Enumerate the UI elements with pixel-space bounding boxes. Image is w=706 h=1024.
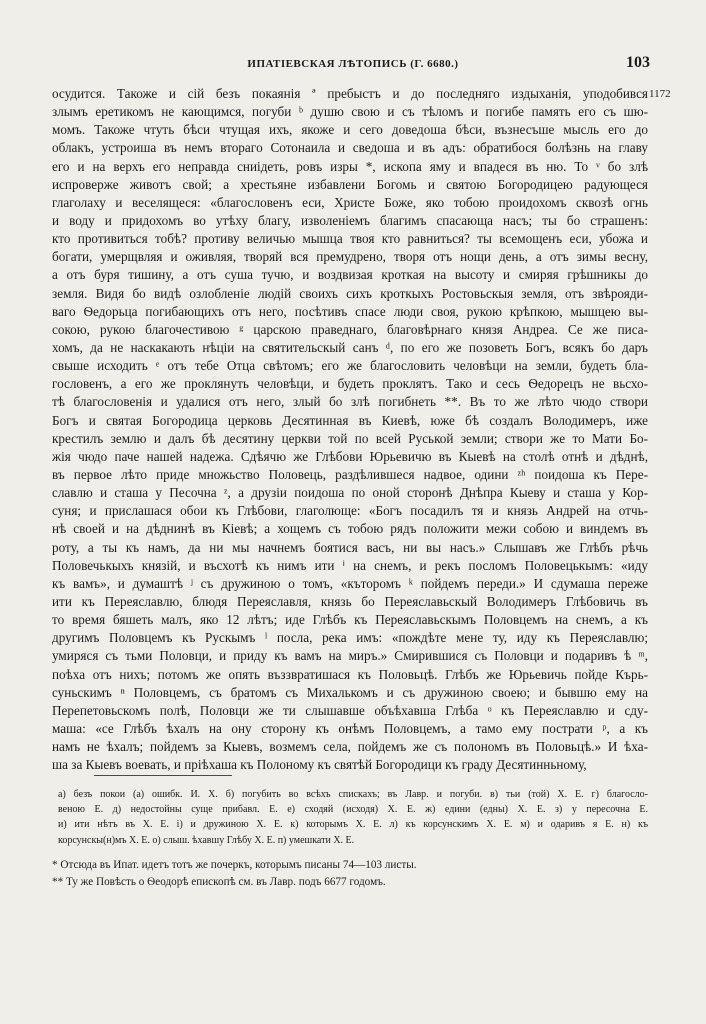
running-header [0, 54, 706, 78]
text-line: крестилъ землю и далъ бѣ десятину церкви той по всей Руськой земли; створи же то Мати Бо- [52, 430, 648, 446]
text-line: его и на верхъ его неправда сниідеть, ровъ изры *, ископа яму и впадеся въ ню. То ᵛ бо злѣ [52, 158, 648, 174]
text-line: Перепетовьскомъ полѣ, Половци же ти слышавше объѣхавша Глѣба ᵒ къ Переяславлю и сду- [52, 702, 648, 718]
text-line: земля. Видя бо видѣ озлобленіе людій своихъ сихъ кроткыхъ Ростовьскыя земля, отъ звѣрояди- [52, 285, 648, 301]
variant-line: корсунскы(н)мъ Х. Е. о) слыш. ѣхавшу Глѣбу Х. Е. п) умешкати Х. Е. [58, 834, 355, 846]
text-line: сокою, рукою благочестивою ᵍ царскою праведнаго, благовѣрнаго князя Андреа. Се же писа- [52, 321, 648, 337]
text-line: роту, а ты къ намъ, да ни мы начнемъ боятися васъ, ни вы насъ.» Слышавъ же Глѣбъ рѣчь [52, 539, 648, 555]
text-line: и воду и придохомъ во утѣху благу, изволеніемъ благимъ спасающа насъ; ты бо страшенъ: [52, 212, 648, 228]
text-line: умиряся съ тьми Половци, и приду къ вамъ на миръ.» Смирившися съ Половци и подаривъ ѣ ᵐ, [52, 648, 648, 664]
text-line: кто противиться тобѣ? противу величью мышца твоя кто равниться? ты всемощенъ еси, убожа и [52, 231, 648, 247]
margin-year-note: 1172 [649, 88, 671, 100]
variant-line: веною Е. д) недостойны суще прибавл. Е. е) сходяй (исходя) Х. Е. ж) едини (едны) Х. Е. з) у пересочна Е. [58, 804, 648, 816]
text-line: къ вамъ», и думаштѣ ʲ съ дружиною о томъ, «къторомъ ᵏ пойдемъ переди.» И сдумаша переже [52, 575, 648, 591]
text-line: свыше исходить ᵉ отъ тебе Отца свѣтомъ; его же благословить человѣци на земли, будеть бла- [52, 358, 648, 374]
text-line: ити къ Переяславлю, блюдя Переяславля, князь бо Переяславьскый Володимеръ Глѣбовичь въ [52, 593, 648, 609]
text-line: момъ. Такоже чтуть бѣси чтущая ихъ, якоже и сего доведоша бѣси, възнесъше мысль его до [52, 122, 648, 138]
text-line: другимъ Половцемъ къ Рускымъ ˡ посла, река имъ: «пождѣте мене ту, иду къ Переяславлю; [52, 630, 648, 646]
text-line: богати, умерщвляя и оживляя, творяй вся премудрено, творя отъ нощи день, а отъ зимы весну, [52, 249, 648, 265]
text-line: испроверже животъ свой; а хрестьяне избавлени Богомь и святою Богородицею радующеся [52, 176, 648, 192]
variant-line: а) безъ покои (а) ошибк. И. Х. б) погубить во всѣхъ спискахъ; въ Лавр. и погуби. в) тьи (той) Х. Е. г) благосло- [58, 789, 648, 800]
main-text [52, 85, 648, 774]
text-line: облакъ, устроиша въ немъ вторагo Сотонаила и сведоша и въ адъ: обратибося болѣзнь на главу [52, 140, 648, 156]
text-line: а отъ буря тишину, а отъ суша тучю, и воздвизая кроткая на высоту и смиряя грѣшникы до [52, 267, 648, 283]
text-line: жія чюдо паче нашей надежа. Сдѣячю же Глѣбови Юрьевичю въ Кыевѣ на столѣ отнѣ и дѣднѣ, [52, 448, 648, 464]
text-line: суня; и прислашася обои къ Глѣбови, глаголюще: «Богъ посадилъ тя и князь Андрей на отчь- [52, 503, 648, 519]
text-line: Половечькыхъ князій, и въсхотѣ къ нимъ ити ⁱ на снемъ, и рекъ посломъ Половецькымъ: «иду [52, 557, 648, 573]
text-line: то время бяшеть малъ, яко 12 лѣтъ; иде Глѣбъ къ Переяславьскымъ Половцемъ на снемъ, а къ [52, 612, 648, 628]
text-line: славлю и сташа у Песочна ᶻ, а друзіи поидоша по оной сторонѣ Днѣпра Кыеву и сташа у Кор- [52, 485, 648, 501]
text-line: ша за Кыевъ воевать, и пріѣхаша къ Полоному къ святѣй Богородици къ граду Десятинньному, [52, 757, 587, 773]
footnote: ** Ту же Повѣсть о Ѳеодорѣ епископѣ см. въ Лавр. подъ 6677 годомъ. [52, 876, 386, 888]
text-line: злымъ еретикомъ не кающимся, погуби ᵇ душю свою и съ тѣломъ и погибе память его съ шю- [52, 104, 648, 120]
text-line: суньскимъ ⁿ Половцемъ, съ братомъ съ Михалькомъ и съ дружиною своею; и бывшю ему на [52, 684, 648, 700]
text-line: нѣ своей и на дѣднинѣ въ Кіевѣ; а хощемъ съ тобою рядъ положити межи собою и виндемъ въ [52, 521, 648, 537]
text-line: глаголаху и веселящеся: «благословенъ еси, Христе Боже, яко тобою проидохомъ сквозѣ огнь [52, 194, 648, 210]
footnote-divider [94, 775, 232, 776]
text-line: хомъ, да не наскакають нѣціи на святительскый санъ ᵈ, по его же позоветь Богъ, всякъ бо даръ [52, 339, 648, 355]
footnote: * Отсюда въ Ипат. идетъ тотъ же почеркъ, которымъ писаны 74—103 листы. [52, 859, 417, 871]
text-line: намъ не ѣхалъ; пойдемъ за Кыевъ, возмемъ села, пойдемъ же съ полономъ въ Половьцѣ.» И ѣха- [52, 739, 648, 755]
text-line: маша: «се Глѣбъ ѣхалъ на ону сторону къ онѣмъ Половцемъ, а тамо ему пострати ᵖ, а къ [52, 720, 648, 736]
text-line: Богъ и святая Богородица церковь Десятинная въ Киевѣ, юже бѣ создалъ Володимеръ, иже [52, 412, 648, 428]
page-number: 103 [626, 54, 650, 71]
variant-readings [58, 787, 648, 848]
footnotes [52, 857, 648, 891]
text-line: гословенъ, а его же проклянуть человѣци, и будеть проклятъ. Тако и сесь Ѳедорецъ не вьсхо- [52, 376, 648, 392]
text-line: ваго Ѳедорьца погибающихъ отъ него, посѣтивъ спасе люди своя, рукою крѣпкою, мышцею вы- [52, 303, 648, 319]
text-line: въ первое лѣто приде множьство Половець, раздѣлившеся надвое, одини ᶻʰ поидоша къ Пере- [52, 466, 648, 482]
page-title: ИПАТІЕВСКАЯ ЛѢТОПИСЬ (Г. 6680.) [247, 58, 459, 70]
text-line: тѣ благословенія и удалися отъ него, злый бо злѣ погибнеть **. Въ то же лѣто чюдо створи [52, 394, 648, 410]
text-line: поѣха отъ нихъ; потомъ же опять въззвратишася къ Половьцѣ. Глѣбъ же Юрьевичь пойде Кърь- [52, 666, 648, 682]
text-line: осудится. Такоже и сій безъ покаянія ª пребыстъ и до последняго издыханія, уподобився [52, 86, 648, 101]
variant-line: и) ити нѣтъ въ Х. Е. і) и дружиною Х. Е. к) которымъ Х. Е. л) къ корсунскимъ Х. Е. м) и одаривъ я Е. н) къ [58, 819, 648, 831]
